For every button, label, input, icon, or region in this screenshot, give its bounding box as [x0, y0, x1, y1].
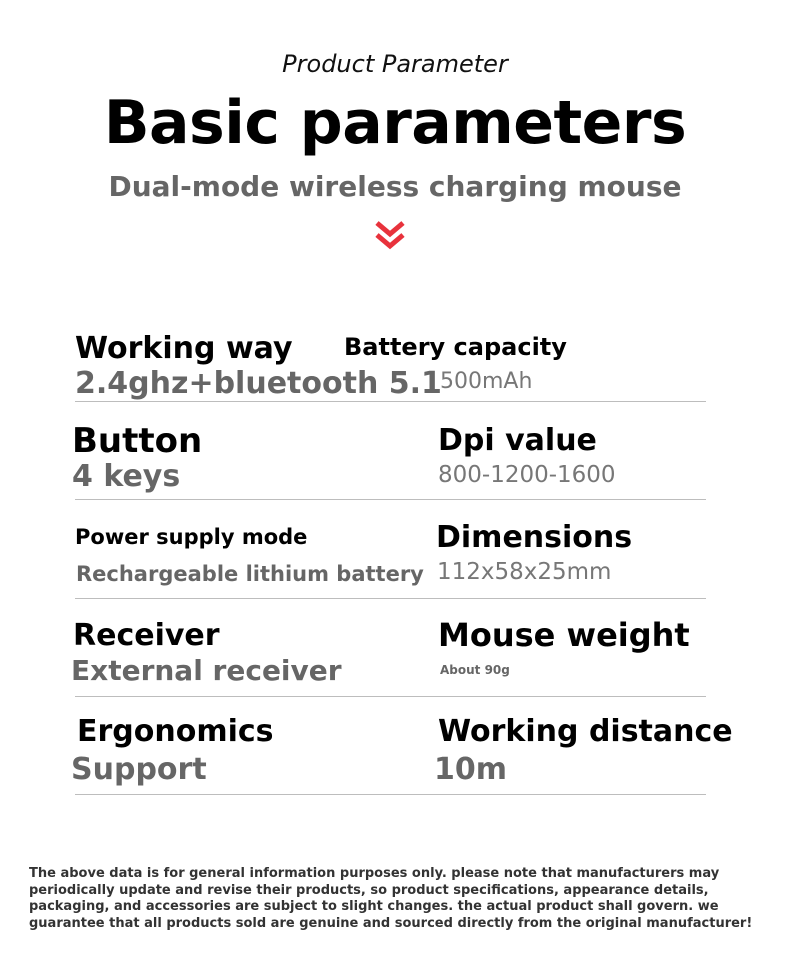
- row-divider: [75, 598, 706, 599]
- row-divider: [75, 794, 706, 795]
- spec-label-working-distance: Working distance: [438, 714, 733, 749]
- page-title: Basic parameters: [103, 88, 687, 158]
- spec-label-receiver: Receiver: [73, 618, 220, 653]
- spec-value-working-distance: 10m: [434, 752, 508, 787]
- page-subtitle: Dual-mode wireless charging mouse: [108, 170, 682, 203]
- spec-value-ergonomics: Support: [71, 752, 207, 787]
- spec-label-power-supply-mode: Power supply mode: [75, 525, 308, 549]
- spec-value-dpi-value: 800-1200-1600: [438, 462, 616, 488]
- spec-label-working-way: Working way: [75, 331, 293, 366]
- row-divider: [75, 499, 706, 500]
- spec-label-ergonomics: Ergonomics: [77, 714, 274, 749]
- row-divider: [75, 696, 706, 697]
- spec-label-dimensions: Dimensions: [436, 520, 633, 555]
- spec-value-receiver: External receiver: [71, 654, 342, 687]
- spec-value-power-supply-mode: Rechargeable lithium battery: [76, 562, 424, 586]
- spec-value-button: 4 keys: [72, 459, 181, 494]
- spec-value-mouse-weight: About 90g: [440, 663, 510, 677]
- spec-label-button: Button: [72, 421, 203, 461]
- disclaimer-text: The above data is for general information purposes only. please note that manufacturers may periodically update and revise their products, so product specifications, appearance details, packaging, and accessories are subject to slight changes. the actual product shall govern. we guarantee that all products sold are genuine and sourced directly from the original manufacturer!: [29, 866, 753, 931]
- section-kicker: Product Parameter: [282, 50, 508, 78]
- spec-value-working-way: 2.4ghz+bluetooth 5.1: [75, 366, 442, 401]
- spec-label-mouse-weight: Mouse weight: [438, 616, 690, 654]
- spec-value-battery-capacity: 500mAh: [440, 369, 533, 394]
- spec-label-dpi-value: Dpi value: [438, 423, 597, 458]
- row-divider: [75, 401, 706, 402]
- double-chevron-down-icon: [372, 220, 408, 252]
- spec-value-dimensions: 112x58x25mm: [437, 559, 612, 585]
- spec-label-battery-capacity: Battery capacity: [344, 333, 567, 361]
